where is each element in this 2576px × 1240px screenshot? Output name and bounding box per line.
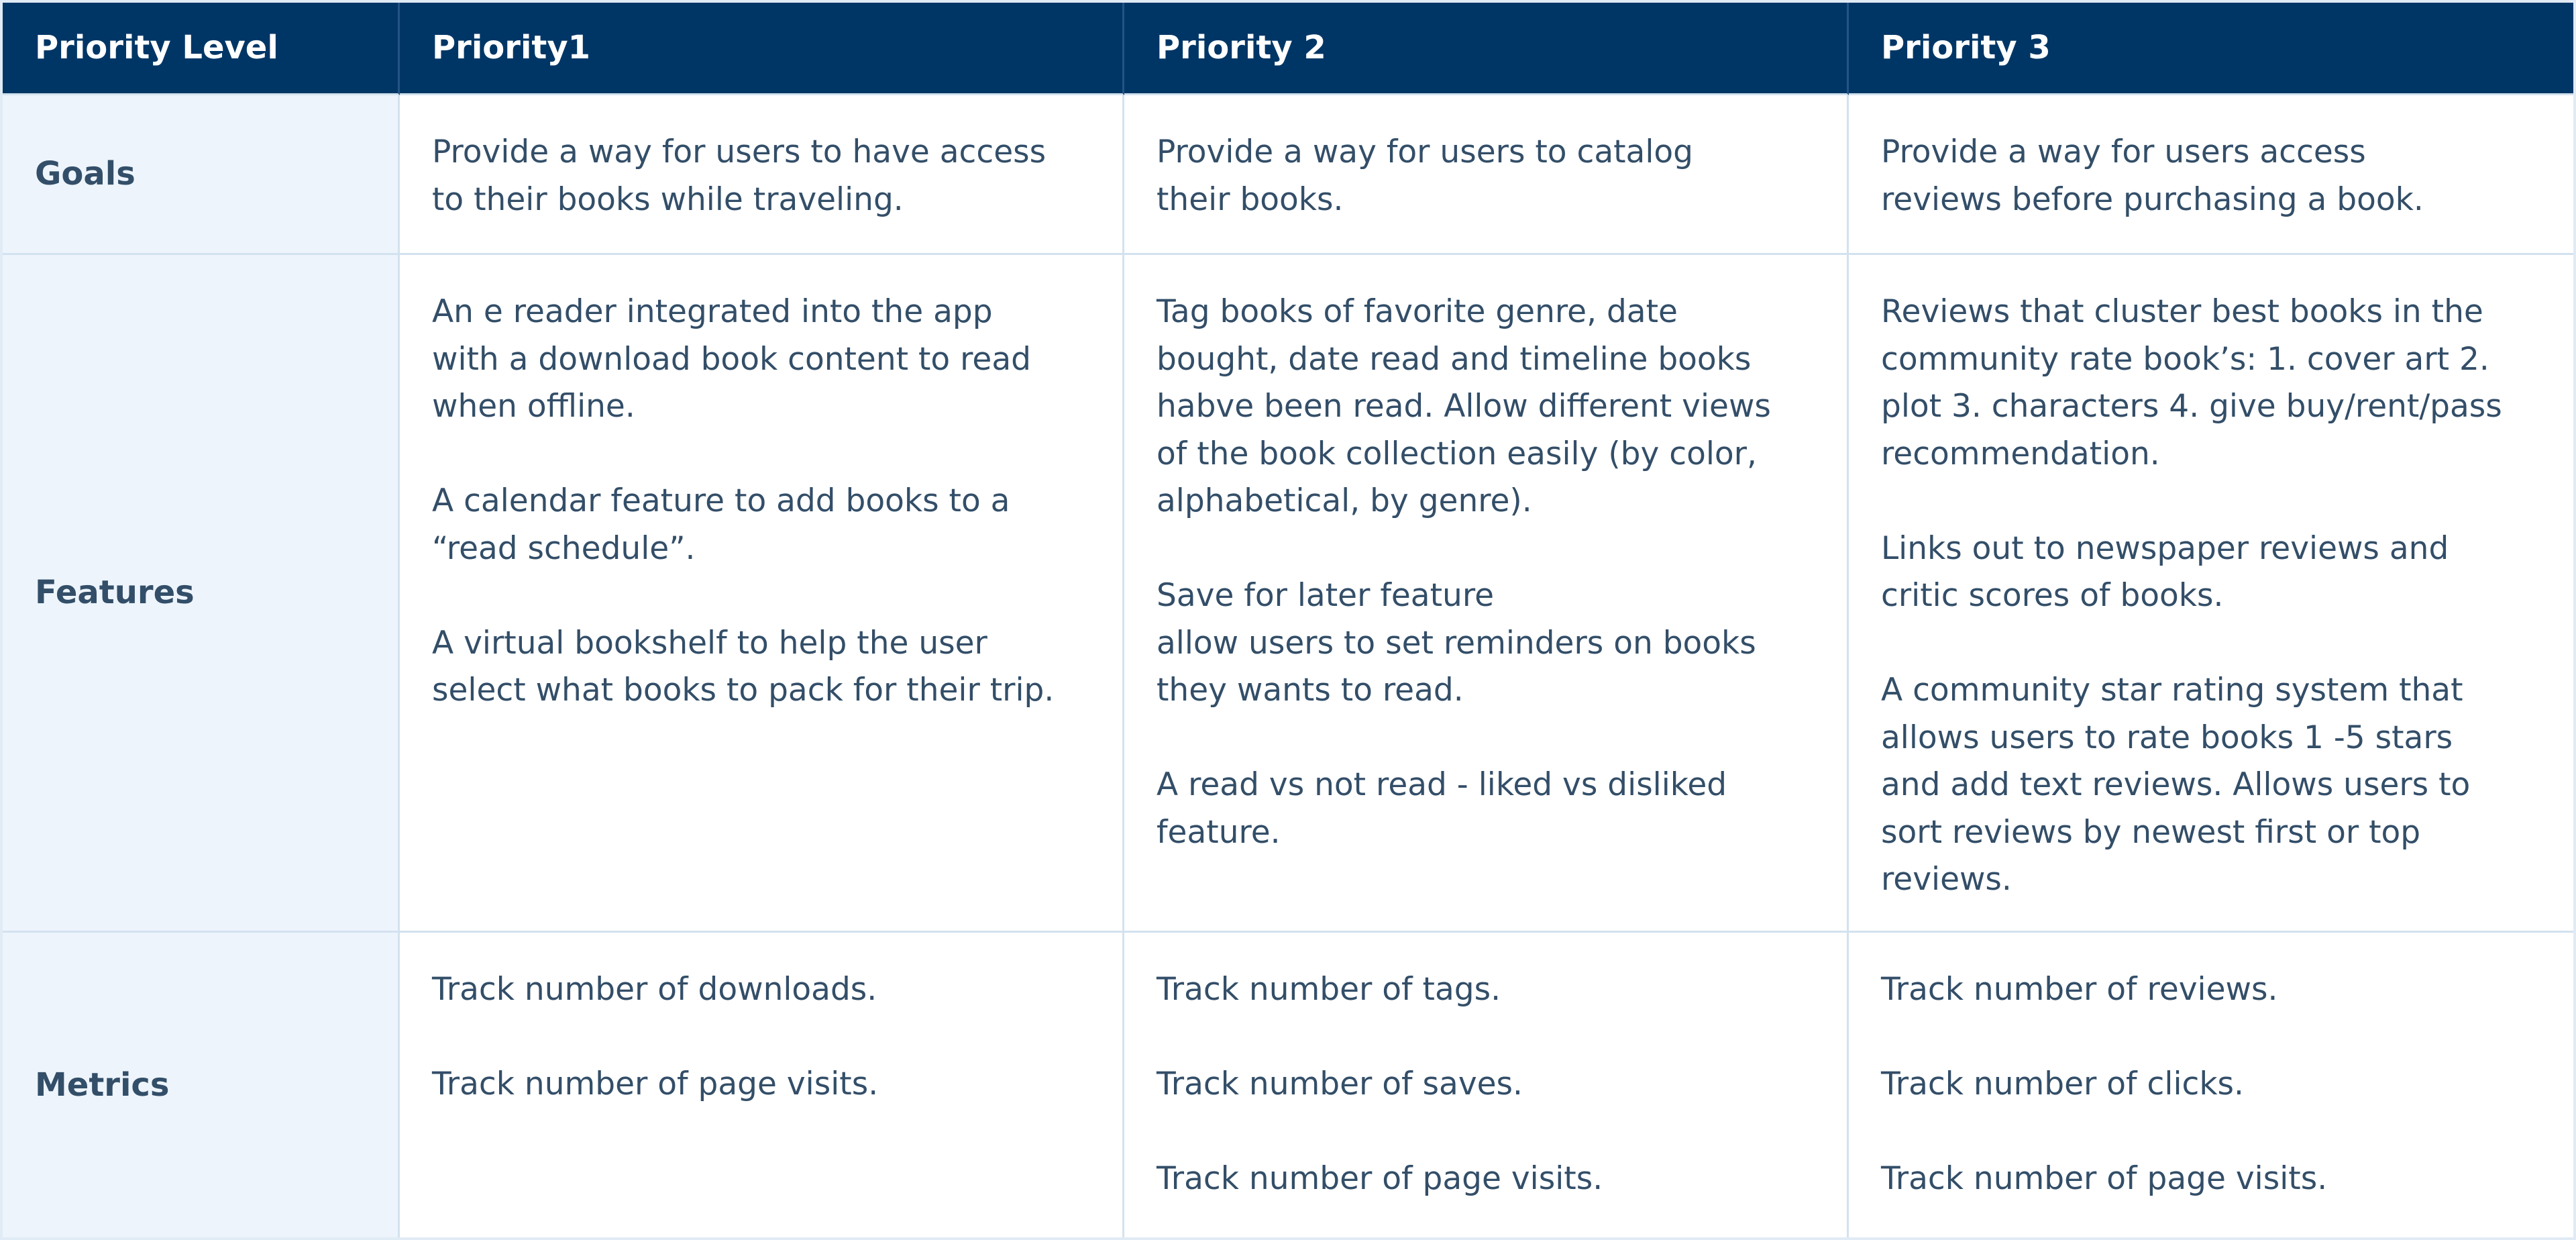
cell-paragraph: Track number of reviews. [1881, 971, 2278, 1008]
metrics-priority-3 [1849, 933, 2573, 1237]
cell-paragraph: Provide a way for users to catalog their books. [1157, 134, 1694, 218]
goals-priority-3 [1849, 95, 2573, 255]
cell-paragraph: Track number of page visits. [1157, 1160, 1603, 1197]
cell-paragraph: Track number of page visits. [432, 1066, 879, 1102]
row-label-features: Features [3, 255, 400, 933]
features-priority-2 [1124, 255, 1849, 933]
goals-priority-2 [1124, 95, 1849, 255]
cell-paragraph: Provide a way for users to have access to their books while traveling. [432, 134, 1046, 218]
features-priority-1 [400, 255, 1124, 933]
header-priority-2: Priority 2 [1124, 3, 1849, 95]
cell-paragraph: A calendar feature to add books to a “read schedule”. [432, 482, 1010, 567]
cell-paragraph: A community star rating system that allows users to rate books 1 -5 stars and add text reviews. Allows users to sort reviews by newest first or top reviews. [1881, 672, 2471, 898]
cell-paragraph: Provide a way for users access reviews before purchasing a book. [1881, 134, 2424, 218]
header-priority-1: Priority1 [400, 3, 1124, 95]
cell-paragraph: Track number of downloads. [432, 971, 877, 1008]
cell-paragraph: Track number of tags. [1157, 971, 1501, 1008]
cell-paragraph: An e reader integrated into the app with a download book content to read when offline. [432, 293, 1031, 425]
header-priority-level: Priority Level [3, 3, 400, 95]
cell-paragraph: A virtual bookshelf to help the user select what books to pack for their trip. [432, 624, 1055, 709]
metrics-priority-1 [400, 933, 1124, 1237]
cell-paragraph: Tag books of favorite genre, date bought, date read and timeline books habve been read. Allow different views of the book collection easily (by color, alphabetical, by genre). [1157, 293, 1771, 519]
goals-priority-1 [400, 95, 1124, 255]
cell-paragraph: Track number of clicks. [1881, 1066, 2244, 1102]
cell-paragraph: Track number of page visits. [1881, 1160, 2328, 1197]
cell-paragraph: Reviews that cluster best books in the community rate book’s: 1. cover art 2. plot 3. characters 4. give buy/rent/pass recommendation. [1881, 293, 2502, 472]
metrics-priority-2 [1124, 933, 1849, 1237]
cell-paragraph: Track number of saves. [1157, 1066, 1523, 1102]
row-label-metrics: Metrics [3, 933, 400, 1237]
cell-paragraph: Save for later feature allow users to set reminders on books they wants to read. [1157, 577, 1756, 709]
cell-paragraph: Links out to newspaper reviews and critic scores of books. [1881, 529, 2449, 614]
features-priority-3 [1849, 255, 2573, 933]
row-label-goals: Goals [3, 95, 400, 255]
header-priority-3: Priority 3 [1849, 3, 2573, 95]
cell-paragraph: A read vs not read - liked vs disliked feature. [1157, 766, 1727, 851]
